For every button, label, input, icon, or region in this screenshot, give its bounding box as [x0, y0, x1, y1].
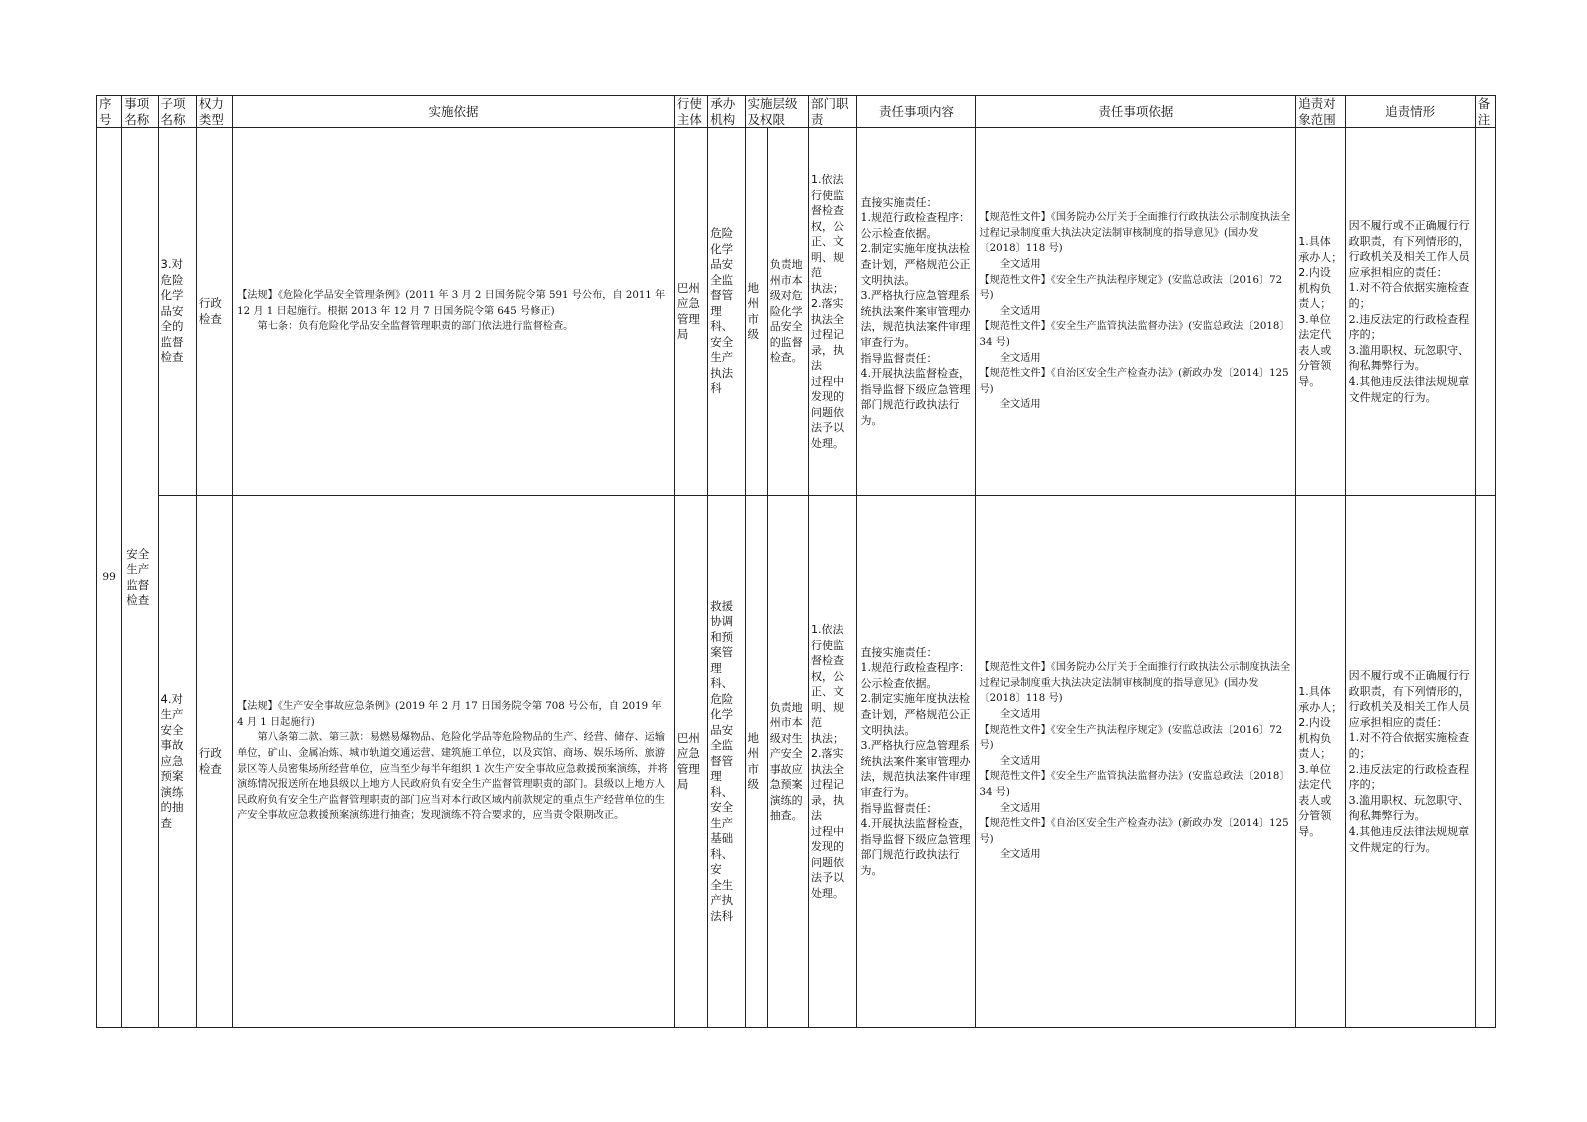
circumstances-cell [1345, 496, 1475, 1028]
duty-cell [809, 128, 857, 496]
level-scope: 负责地 州市本 级对危 险化学 品安全 的监督 检查。 [769, 258, 803, 365]
level-cell [745, 128, 767, 496]
duty: 1.依法 行使监 督检查 权，公 正、文 明、规范 执法； 2.落实 执法全 过程记 录，执法 过程中 发现的 问题依 法予以 处理。 [811, 623, 845, 900]
resp-basis: 【规范性文件】《国务院办公厅关于全面推行行政执法公示制度执法全过程记录制度重大执法决定法制审核制度的指导意见》(国办发〔2018〕118 号) 全文适用 【规范性文件】《安全生产执法程序规定》(安监总政法〔2016〕72 号) 全文适用 【规范性文件】《安全生产监管执法监督办法》(安监总政法〔2018〕34 号) 全文适用 【规范性文件】《自治区安全生产检查办法》(新政办发〔2014〕125 号) 全文适用 [979, 212, 1291, 411]
header-duty: 部门职 责 [809, 96, 857, 128]
resp-content: 直接实施责任： 1.规范行政检查程序：公示检查依据。 2.制定实施年度执法检查计划，严格规范公正文明执法。 3.严格执行应急管理系统执法案件案审管理办法，规范执法案件审理审查行为。 指导监督责任： 4.开展执法监督检查，指导监督下级应急管理部门规范行政执法行为。 [860, 195, 971, 427]
seq-number: 99 [102, 570, 116, 583]
level-cell [745, 496, 767, 1028]
table-row [97, 128, 1496, 496]
header-scope: 追责对 象范围 [1296, 96, 1345, 128]
header-remark: 备 注 [1475, 96, 1495, 128]
agency-cell [708, 128, 745, 496]
header-resp-content: 责任事项内容 [857, 96, 976, 128]
circumstances: 因不履行或不正确履行行政职责，有下列情形的，行政机关及相关工作人员应承担相应的责任： 1.对不符合依据实施检查的； 2.违反法定的行政检查程序的； 3.滥用职权、玩忽职守、徇私舞弊行为。 4.其他违反法律法规规章文件规定的行为。 [1348, 218, 1470, 404]
header-item-name: 事项 名称 [122, 96, 158, 128]
subject: 巴州 应急 管理 局 [676, 280, 700, 342]
agency: 危险 化学 品安 全监 督管 理科、 安全 生产 执法 科 [710, 226, 734, 396]
basis-article: 第八条第二款、第三款：易燃易爆物品、危险化学品等危险物品的生产、经营、储存、运输单位，矿山、金属冶炼、城市轨道交通运营、建筑施工单位，以及宾馆、商场、娱乐场所、旅游景区等人员密集场所经营单位，应当至少每半年组织 1 次生产安全事故应急救援预案演练，并将演练情况报送所在地县级以上地方人民政府负有安全生产监督管理职责的部门。县级以上地方人民政府负有安全生产监督管理职责的部门应当对本行政区域内前款规定的重点生产经营单位的生产安全事故应急救援预案演练进行抽查；发现演练不符合要求的，应当责令限期改正。 [237, 732, 668, 822]
header-subject: 行使 主体 [674, 96, 707, 128]
header-resp-basis: 责任事项依据 [976, 96, 1296, 128]
basis-article: 第七条：负有危险化学品安全监督管理职责的部门依法进行监督检查。 [257, 321, 574, 333]
basis-law: 【法规】《危险化学品安全管理条例》(2011 年 3 月 2 日国务院令第 591 号公布，自 2011 年 12 月 1 日起施行。根据 2013 年 12 月 7 日国务院令第 645 号修正) [237, 290, 666, 317]
level-tier: 地 州 市 级 [747, 280, 759, 342]
basis-text [233, 288, 674, 335]
level-scope-cell [767, 128, 808, 496]
scope: 1.具体 承办人； 2.内设 机构负 责人； 3.单位 法定代 表人或 分管领 导。 [1298, 685, 1343, 838]
header-seq: 序 号 [97, 96, 122, 128]
agency-cell [708, 496, 745, 1028]
resp-content-cell [857, 496, 976, 1028]
remark-cell [1475, 128, 1495, 496]
resp-basis-cell [976, 496, 1296, 1028]
basis-text [233, 699, 674, 824]
level-scope: 负责地 州市本 级对生 产安全 事故应 急预案 演练的 抽查。 [769, 700, 803, 823]
scope: 1.具体 承办人； 2.内设 机构负 责人； 3.单位 法定代 表人或 分管领 导。 [1298, 235, 1343, 388]
subject-cell [674, 496, 707, 1028]
header-basis: 实施依据 [233, 96, 675, 128]
resp-content-cell [857, 128, 976, 496]
header-agency: 承办 机构 [708, 96, 745, 128]
table-row [97, 496, 1496, 1028]
sub-name-cell [158, 496, 196, 1028]
subject-cell [674, 128, 707, 496]
duty-cell [809, 496, 857, 1028]
scope-cell [1296, 496, 1345, 1028]
scope-cell [1296, 128, 1345, 496]
item-name-cell [122, 128, 158, 1028]
remark-cell [1475, 496, 1495, 1028]
item-name: 安全 生产 监督 检查 [126, 546, 150, 607]
header-level: 实施层级 及权限 [745, 96, 809, 128]
power-type: 行政 检查 [198, 746, 222, 776]
sub-name: 4.对 生产 安全 事故 应急 预案 演练 的抽 查 [160, 691, 184, 830]
level-tier: 地 州 市 级 [747, 730, 759, 792]
power-type: 行政 检查 [198, 296, 222, 326]
agency: 救援 协调 和预 案管 理科、 危险 化学 品安 全监 督管 理科、 安全 生产 基础 科、安 全生 产执 法科 [710, 598, 734, 923]
basis-law: 【法规】《生产安全事故应急条例》(2019 年 2 月 17 日国务院令第 708 号公布，自 2019 年 4 月 1 日起施行) [237, 701, 662, 728]
header-row [97, 96, 1496, 128]
resp-content: 直接实施责任： 1.规范行政检查程序：公示检查依据。 2.制定实施年度执法检查计划，严格规范公正文明执法。 3.严格执行应急管理系统执法案件案审管理办法，规范执法案件审理审查行为。 指导监督责任： 4.开展执法监督检查，指导监督下级应急管理部门规范行政执法行为。 [860, 645, 971, 877]
header-sub-name: 子项 名称 [158, 96, 196, 128]
power-type-cell [196, 128, 232, 496]
basis-cell [233, 128, 675, 496]
level-scope-cell [767, 496, 808, 1028]
header-power-type: 权力 类型 [196, 96, 232, 128]
sub-name-cell [158, 128, 196, 496]
header-circumstances: 追责情形 [1345, 96, 1475, 128]
resp-basis-cell [976, 128, 1296, 496]
circumstances: 因不履行或不正确履行行政职责，有下列情形的，行政机关及相关工作人员应承担相应的责任： 1.对不符合依据实施检查的； 2.违反法定的行政检查程序的； 3.滥用职权、玩忽职守、徇私舞弊行为。 4.其他违反法律法规规章文件规定的行为。 [1348, 668, 1470, 854]
seq-cell [97, 128, 122, 1028]
duty: 1.依法 行使监 督检查 权，公 正、文 明、规范 执法； 2.落实 执法全 过程记 录，执法 过程中 发现的 问题依 法予以 处理。 [811, 173, 845, 450]
basis-cell [233, 496, 675, 1028]
circumstances-cell [1345, 128, 1475, 496]
subject: 巴州 应急 管理 局 [676, 730, 700, 792]
resp-basis: 【规范性文件】《国务院办公厅关于全面推行行政执法公示制度执法全过程记录制度重大执法决定法制审核制度的指导意见》(国办发〔2018〕118 号) 全文适用 【规范性文件】《安全生产执法程序规定》(安监总政法〔2016〕72 号) 全文适用 【规范性文件】《安全生产监管执法监督办法》(安监总政法〔2018〕34 号) 全文适用 【规范性文件】《自治区安全生产检查办法》(新政办发〔2014〕125 号) 全文适用 [979, 662, 1291, 861]
power-type-cell [196, 496, 232, 1028]
accountability-table [96, 95, 1496, 1028]
sub-name: 3.对 危险 化学 品安 全的 监督 检查 [160, 257, 184, 365]
